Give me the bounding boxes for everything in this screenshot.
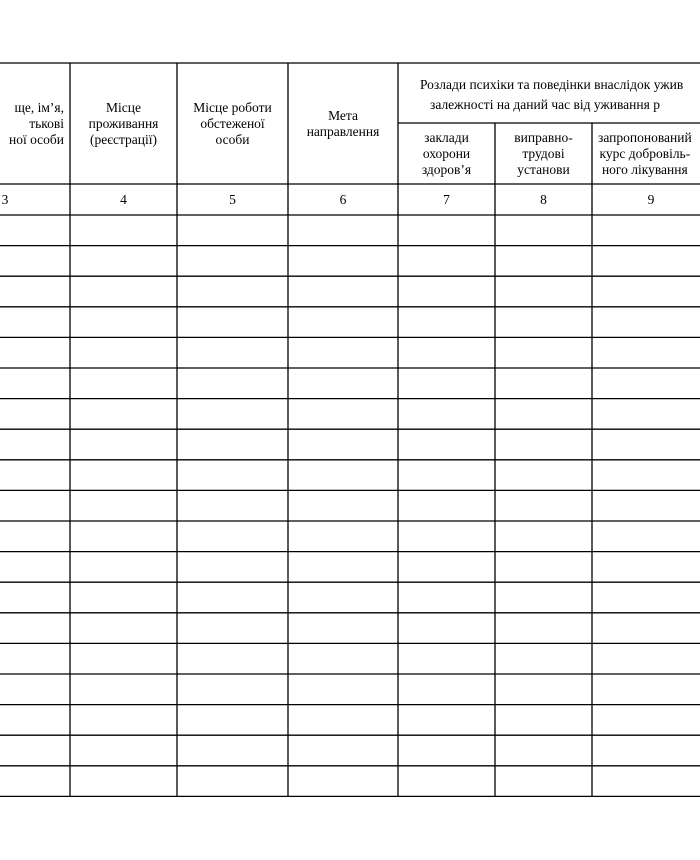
header-group-line1: Розлади психіки та поведінки внаслідок ужив [420, 77, 684, 92]
col-number-7: 7 [443, 191, 450, 207]
header-residence-cell [70, 64, 177, 184]
header-correctional-cell [495, 124, 592, 184]
col-number-3: 3 [1, 191, 9, 207]
header-voluntary-treatment-label: запропонований курс добровіль- ного лікування [598, 130, 692, 177]
col-number-5: 5 [229, 191, 236, 207]
header-workplace-cell [177, 64, 288, 184]
header-full-name-cell [0, 64, 70, 184]
col-number-9: 9 [647, 191, 655, 207]
header-correctional-label: виправно- трудові установи [514, 130, 573, 177]
header-health-facilities-cell [398, 124, 495, 184]
header-full-name-label: ще, ім’я, тькові ної особи [8, 100, 64, 147]
header-group-line2: залежності на даний час від уживання р [430, 97, 660, 112]
header-voluntary-treatment-cell [592, 124, 700, 184]
col-number-4: 4 [120, 191, 127, 207]
header-purpose-cell [288, 64, 398, 184]
header-workplace-label: Місце роботи обстеженої особи [193, 100, 272, 147]
header-health-facilities-label: заклади охорони здоров’я [421, 130, 472, 177]
header-residence-label: Місце проживання (реєстрації) [88, 100, 159, 147]
col-number-6: 6 [339, 191, 347, 207]
header-purpose-label: Мета направлення [306, 108, 380, 139]
col-number-8: 8 [540, 191, 547, 207]
